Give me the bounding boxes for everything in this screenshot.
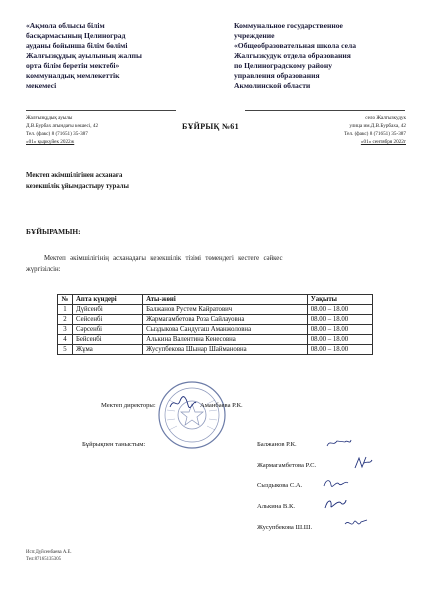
table-header-row	[58, 295, 373, 305]
signature-3	[322, 476, 350, 492]
address-right-line: село Жалгызкудук	[365, 115, 406, 121]
table-row	[58, 345, 373, 355]
address-left	[26, 114, 176, 146]
col-header-number: №	[58, 295, 73, 305]
header-left-line: «Ақмола облысы білім	[26, 21, 105, 30]
footer-phone: Тел:87165135305	[26, 557, 61, 562]
order-word: БҰЙЫРАМЫН:	[26, 227, 81, 236]
signature-5	[343, 516, 369, 532]
acquainted-name-2: Жармагамбетова Р.С.	[257, 462, 317, 469]
address-right-line: Тел. (факс) 8 (71651) 35-387	[344, 131, 406, 137]
cell-name: Сыздыкова Сандугаш Аманжоловна	[143, 325, 308, 335]
footer-contact	[26, 549, 72, 563]
acquainted-name-3: Сыздыкова С.А.	[257, 482, 303, 489]
order-body-line-2: жүргізілсін:	[26, 266, 61, 273]
cell-time: 08.00 – 18.00	[307, 335, 372, 345]
duty-schedule-table	[57, 294, 373, 355]
table-row	[58, 325, 373, 335]
subject-line: кезекшілік ұйымдастыру туралы	[26, 183, 129, 190]
director-name: Аманбаева Р.К.	[200, 402, 243, 409]
header-right-line: по Целиноградскому району	[234, 61, 332, 70]
address-right-line: улица им.Д.В.Бурбаха, 42	[349, 123, 406, 129]
cell-name: Жармагамбетова Роза Сайлауовна	[143, 315, 308, 325]
school-seal-stamp	[157, 380, 227, 450]
cell-number: 5	[58, 345, 73, 355]
header-left-line: Жалғызқұдық ауылының жалпы	[26, 51, 142, 60]
order-body-line-1: Мектеп әкімшілігінің асханадағы кезекшілік тізімі төмендегі кестеге сәйкес	[44, 255, 283, 262]
address-left-line: Жалғызқұдық ауылы	[26, 115, 73, 121]
acquainted-name-1: Балжанов Р.К.	[257, 441, 297, 448]
signature-1	[325, 437, 353, 449]
cell-name: Жусупбекова Шынар Шаймановна	[143, 345, 308, 355]
header-rule-right	[245, 110, 405, 111]
header-right-line: «Общеобразовательная школа села	[234, 41, 356, 50]
cell-name: Алькина Валентина Кенесовна	[143, 335, 308, 345]
cell-weekday: Жұма	[73, 345, 143, 355]
subject-line: Мектеп әкімшілігінен асханаға	[26, 172, 123, 179]
table-row	[58, 335, 373, 345]
signature-4	[322, 496, 348, 512]
cell-time: 08.00 – 18.00	[307, 325, 372, 335]
address-left-line: Тел. (факс) 8 (71651) 35-387	[26, 131, 88, 137]
header-right-block	[234, 21, 414, 91]
signature-2	[352, 455, 374, 471]
header-right-line: учреждение	[234, 31, 275, 40]
header-right-line: Коммунальное государственное	[234, 21, 343, 30]
acquainted-name-4: Алькина В.К.	[257, 503, 295, 510]
header-right-line: Жалгызкудук отдела образования	[234, 51, 351, 60]
header-left-line: коммуналдық мемлекеттік	[26, 71, 120, 80]
cell-weekday: Сейсенбі	[73, 315, 143, 325]
table-row	[58, 305, 373, 315]
header-left-block	[26, 21, 201, 91]
footer-executor: Исп:Дүйсенбаева А.Е.	[26, 550, 72, 555]
cell-number: 1	[58, 305, 73, 315]
header-left-line: ауданы бойынша білім бөлімі	[26, 41, 128, 50]
order-subject	[26, 170, 129, 192]
acquainted-label: Бұйрықпен таныстым:	[82, 441, 146, 448]
col-header-time: Уақыты	[307, 295, 372, 305]
cell-time: 08.00 – 18.00	[307, 315, 372, 325]
cell-number: 4	[58, 335, 73, 345]
cell-name: Балжанов Рустем Кайратович	[143, 305, 308, 315]
header-left-line: орта білім беретін мектебі»	[26, 61, 120, 70]
cell-number: 2	[58, 315, 73, 325]
col-header-name: Аты-жөні	[143, 295, 308, 305]
address-left-line: Д.В.Бурбах атындағы көшесі, 42	[26, 123, 99, 129]
document-date-kz: «01» қыркүйек 2022ж	[26, 139, 75, 145]
header-left-line: басқармасының Целиноград	[26, 31, 126, 40]
header-rule-left	[26, 110, 176, 111]
director-signature	[168, 395, 198, 411]
table-row	[58, 315, 373, 325]
header-right-line: Акмолинской области	[234, 81, 311, 90]
header-right-line: управления образования	[234, 71, 320, 80]
header-left-line: мекемесі	[26, 81, 57, 90]
cell-weekday: Дүйсенбі	[73, 305, 143, 315]
address-right	[290, 114, 406, 146]
cell-time: 08.00 – 18.00	[307, 305, 372, 315]
cell-weekday: Бейсенбі	[73, 335, 143, 345]
director-label: Мектеп директоры:	[101, 402, 156, 409]
order-title: БҰЙРЫҚ №61	[182, 122, 239, 131]
acquainted-name-5: Жусупбекова Ш.Ш.	[257, 524, 313, 531]
cell-number: 3	[58, 325, 73, 335]
col-header-weekday: Апта күндері	[73, 295, 143, 305]
cell-time: 08.00 – 18.00	[307, 345, 372, 355]
cell-weekday: Сәрсенбі	[73, 325, 143, 335]
document-date-ru: «01» сентября 2022г	[360, 139, 406, 145]
